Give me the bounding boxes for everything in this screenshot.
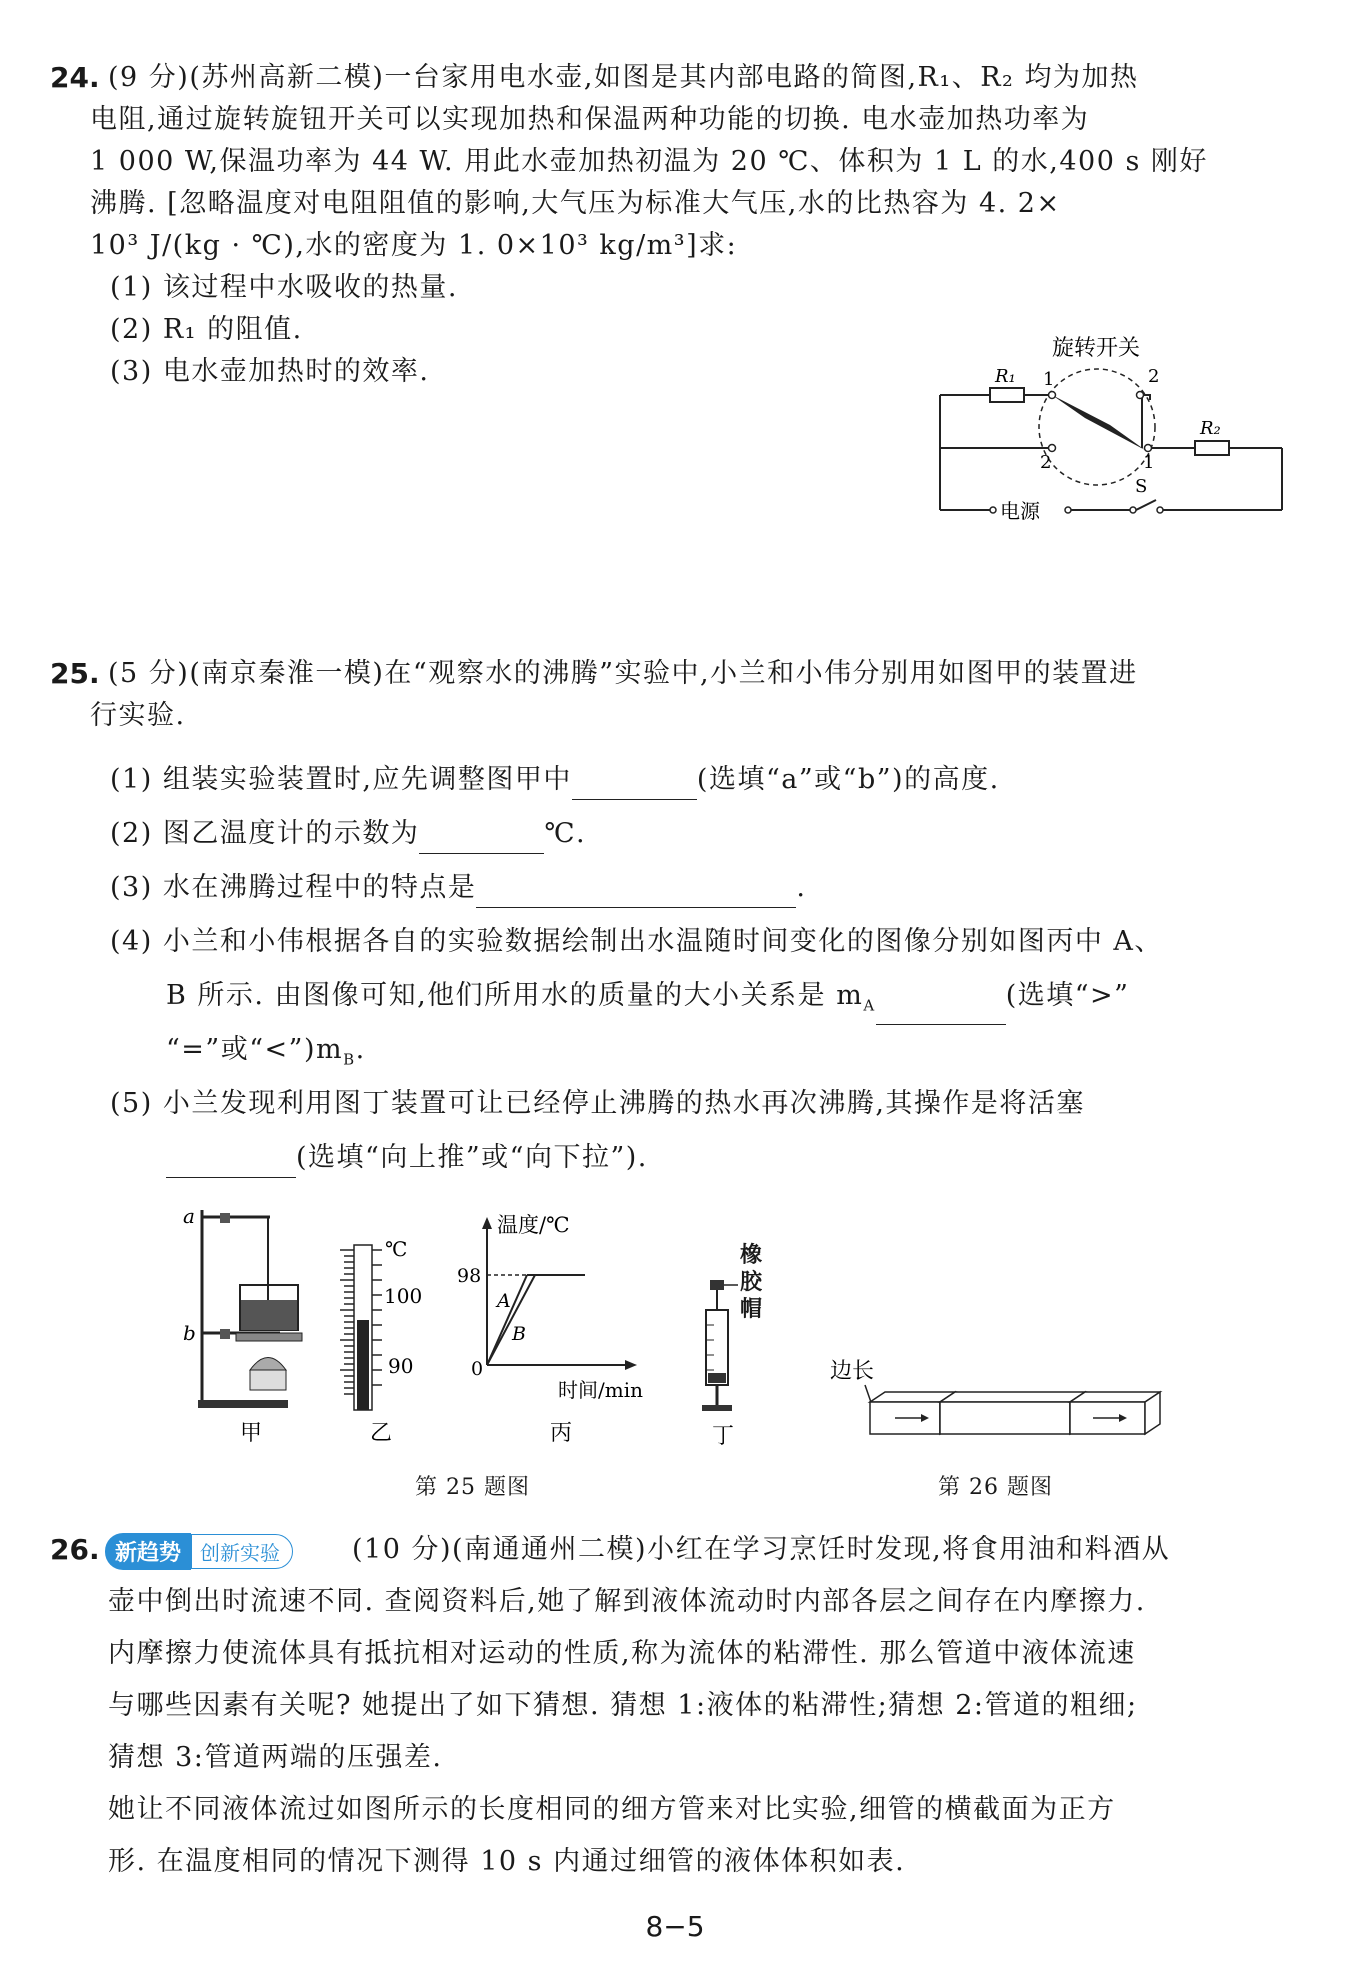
q25-s4-text-c: “=”或“<”)m: [166, 1034, 344, 1065]
q25-s2-text-b: ℃.: [544, 818, 587, 849]
fig-bing-label-b: B: [512, 1323, 526, 1345]
q26-line-2: 壶中倒出时流速不同. 查阅资料后,她了解到液体流动时内部各层之间存在内摩擦力.: [108, 1586, 1146, 1617]
q25-sub-1: [110, 760, 1000, 800]
page-number: 8−5: [645, 1910, 705, 1943]
q25-s3-text-b: .: [796, 872, 807, 903]
q24-line-2: 电阻,通过旋转旋钮开关可以实现加热和保温两种功能的切换. 电水壶加热功率为: [90, 104, 1090, 135]
q25-number: 25.: [50, 657, 100, 690]
contact-1-top: 1: [1043, 369, 1055, 390]
q25-s4-text-b: (选填“>”: [1005, 980, 1130, 1011]
thermometer-liquid: [357, 1320, 369, 1410]
r2-label: R₂: [1200, 418, 1221, 439]
q25-s2-blank[interactable]: [419, 823, 544, 854]
fig-yi-tick-100: 100: [384, 1284, 423, 1308]
fig-jia-caption: 甲: [240, 1421, 263, 1445]
q25-s3-text-a: (3) 水在沸腾过程中的特点是: [110, 872, 477, 903]
resistor-r2: [1195, 441, 1229, 455]
rotary-switch-dial: [1039, 369, 1155, 485]
q26-line-5: 猜想 3:管道两端的压强差.: [108, 1742, 443, 1773]
q24-sub-3: (3) 电水壶加热时的效率.: [110, 356, 430, 387]
fig-yi-tick-90: 90: [388, 1354, 414, 1378]
q25-line-1: (5 分)(南京秦淮一模)在“观察水的沸腾”实验中,小兰和小伟分别用如图甲的装置进: [108, 658, 1138, 689]
q24-number: 24.: [50, 61, 100, 94]
fig-jia-label-a: a: [183, 1204, 195, 1228]
fig-bing-tick-98: 98: [457, 1265, 482, 1287]
fig-jia-label-b: b: [183, 1321, 196, 1345]
contact-1-bottom: 1: [1143, 452, 1155, 473]
fig-yi-caption: 乙: [370, 1421, 393, 1445]
fig-26-side-label: 边长: [830, 1359, 875, 1384]
q25-sub-5-line-1: (5) 小兰发现利用图丁装置可让已经停止沸腾的热水再次沸腾,其操作是将活塞: [110, 1088, 1085, 1119]
q25-s1-blank[interactable]: [572, 769, 697, 800]
switch-s-label: S: [1135, 476, 1148, 497]
power-source-label: 电源: [1000, 499, 1040, 523]
q25-s4-blank[interactable]: [876, 994, 1006, 1025]
figure-yi-thermometer: [330, 1230, 440, 1445]
fig-ding-caption: 丁: [712, 1424, 735, 1445]
q25-sub-5-line-2: [166, 1138, 648, 1178]
q25-s1-text-b: (选填“a”或“b”)的高度.: [696, 764, 1000, 795]
fig-bing-origin: 0: [471, 1358, 484, 1380]
switch-label: 旋转开关: [1052, 336, 1141, 361]
resistor-r1: [990, 388, 1024, 402]
q26-badge: [105, 1532, 293, 1570]
q25-s4-sub-a: A: [863, 996, 876, 1015]
fig-bing-label-a: A: [497, 1290, 511, 1312]
q24-sub-2: (2) R₁ 的阻值.: [110, 314, 303, 345]
figure-26-square-tube: [825, 1350, 1175, 1450]
q25-s3-blank[interactable]: [476, 877, 796, 908]
q26-line-3: 内摩擦力使流体具有抵抗相对运动的性质,称为流体的粘滞性. 那么管道中液体流速: [108, 1638, 1136, 1669]
line-a: [487, 1275, 527, 1365]
q25-sub-3: [110, 868, 806, 908]
q25-s5-blank[interactable]: [166, 1147, 296, 1178]
q25-line-2: 行实验.: [90, 700, 186, 731]
q26-figure-caption: 第 26 题图: [938, 1475, 1053, 1500]
q25-sub-2: [110, 814, 586, 854]
q26-para2-line-2: 形. 在温度相同的情况下测得 10 s 内通过细管的液体体积如表.: [108, 1846, 906, 1877]
fig-bing-caption: 丙: [550, 1421, 573, 1445]
q25-sub-4-line-3: [166, 1030, 366, 1079]
r1-label: R₁: [995, 366, 1016, 387]
q26-para2-line-1: 她让不同液体流过如图所示的长度相同的细方管来对比实验,细管的横截面为正方: [108, 1794, 1116, 1825]
q26-number: 26.: [50, 1533, 100, 1566]
q26-line-4: 与哪些因素有关呢? 她提出了如下猜想. 猜想 1:液体的粘滞性;猜想 2:管道的粗细;: [108, 1690, 1138, 1721]
line-b: [487, 1275, 535, 1365]
q25-s5-text: (选填“向上推”或“向下拉”).: [296, 1142, 648, 1173]
switch-s: [1136, 500, 1156, 510]
q25-sub-4-line-1: (4) 小兰和小伟根据各自的实验数据绘制出水温随时间变化的图像分别如图丙中 A、: [110, 926, 1163, 957]
q25-sub-4-line-2: [166, 976, 1129, 1025]
q26-line-1: (10 分)(南通通州二模)小红在学习烹饪时发现,将食用油和料酒从: [352, 1534, 1171, 1565]
rotary-knob: [1052, 395, 1145, 450]
q25-s1-text-a: (1) 组装实验装置时,应先调整图甲中: [110, 764, 572, 795]
q24-line-5: 10³ J/(kg · ℃),水的密度为 1. 0×10³ kg/m³]求:: [90, 230, 738, 261]
figure-jia-apparatus: [180, 1195, 320, 1445]
badge-innovative-experiment: 创新实验: [191, 1534, 293, 1569]
q24-line-3: 1 000 W,保温功率为 44 W. 用此水壶加热初温为 20 ℃、体积为 1 L 的水,400 s 刚好: [90, 146, 1208, 177]
q24-circuit-diagram: [930, 330, 1310, 530]
q24-line-1: (9 分)(苏州高新二模)一台家用电水壶,如图是其内部电路的简图,R₁、R₂ 均为加热: [108, 62, 1139, 93]
q25-s4-sub-b: B: [343, 1050, 356, 1069]
fig-ding-cap-label: 橡胶帽: [740, 1242, 763, 1322]
q25-figure-caption: 第 25 题图: [415, 1475, 530, 1500]
q25-s2-text-a: (2) 图乙温度计的示数为: [110, 818, 420, 849]
contact-2-top: 2: [1148, 366, 1160, 387]
contact-2-bottom: 2: [1040, 452, 1052, 473]
fig-bing-ylabel: 温度/℃: [497, 1213, 570, 1237]
figure-bing-graph: [455, 1205, 670, 1445]
q25-s4-text-a: B 所示. 由图像可知,他们所用水的质量的大小关系是 m: [166, 980, 864, 1011]
q24-line-4: 沸腾. [忽略温度对电阻阻值的影响,大气压为标准大气压,水的比热容为 4. 2×: [90, 188, 1061, 219]
q25-s4-text-d: .: [355, 1034, 366, 1065]
q24-sub-1: (1) 该过程中水吸收的热量.: [110, 272, 458, 303]
fig-yi-unit: ℃: [385, 1237, 408, 1261]
fig-bing-xlabel: 时间/min: [558, 1378, 643, 1402]
badge-new-trend: 新趋势: [105, 1533, 191, 1570]
